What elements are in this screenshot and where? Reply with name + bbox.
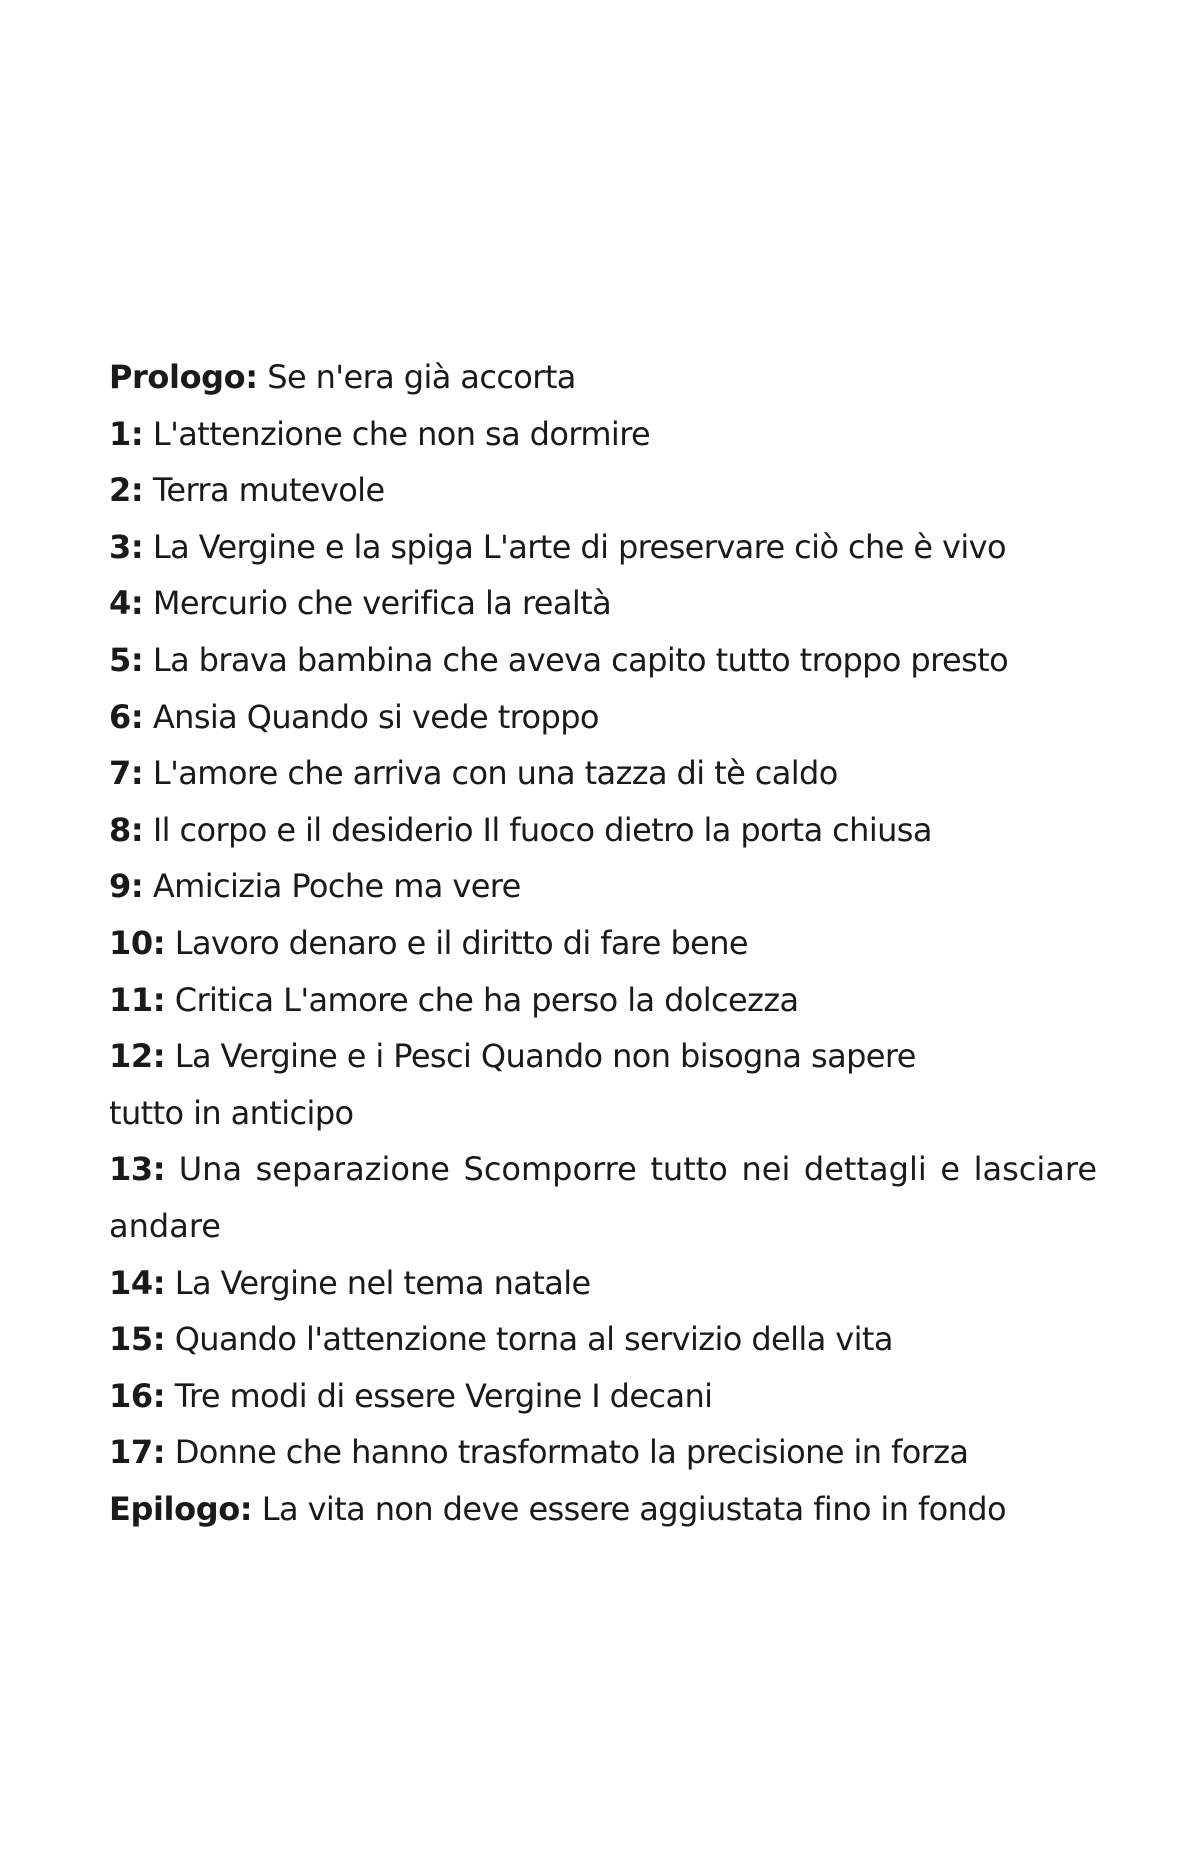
table-of-contents	[109, 349, 1097, 1537]
toc-entry-title: Ansia Quando si vede troppo	[152, 697, 599, 736]
toc-entry	[109, 1255, 1097, 1312]
toc-entry-label: 13:	[109, 1150, 166, 1189]
toc-entry-label: Epilogo:	[109, 1489, 253, 1528]
toc-entry	[109, 519, 1097, 576]
toc-entry	[109, 1311, 1097, 1368]
toc-entry	[109, 972, 1097, 1029]
toc-entry-prologue	[109, 349, 1097, 406]
toc-entry-title: Il corpo e il desiderio Il fuoco dietro la porta chiusa	[152, 810, 932, 849]
toc-entry-label: 15:	[109, 1320, 166, 1359]
toc-entry-title: La brava bambina che aveva capito tutto troppo presto	[152, 640, 1009, 679]
toc-entry-title: La vita non deve essere aggiustata fino in fondo	[261, 1489, 1006, 1528]
toc-entry	[109, 745, 1097, 802]
toc-entry-label: 10:	[109, 923, 166, 962]
toc-entry-title: Terra mutevole	[152, 471, 385, 510]
toc-entry	[109, 462, 1097, 519]
toc-entry-label: 5:	[109, 640, 144, 679]
toc-entry	[109, 1141, 1097, 1254]
toc-entry	[109, 632, 1097, 689]
toc-entry-title: La Vergine nel tema natale	[174, 1263, 591, 1302]
toc-entry	[109, 802, 1097, 859]
toc-entry	[109, 1368, 1097, 1425]
toc-entry-title: Lavoro denaro e il diritto di fare bene	[174, 923, 749, 962]
toc-entry	[109, 1028, 969, 1141]
toc-entry-title: L'attenzione che non sa dormire	[152, 414, 651, 453]
toc-entry-title: Una separazione Scomporre tutto nei dettagli e lasciare andare	[109, 1150, 1098, 1245]
toc-entry-epilogue	[109, 1481, 1097, 1538]
toc-entry-label: 11:	[109, 980, 166, 1019]
toc-entry-label: 1:	[109, 414, 144, 453]
toc-entry-label: 17:	[109, 1433, 166, 1472]
toc-entry	[109, 406, 1097, 463]
toc-entry-label: 7:	[109, 754, 144, 793]
toc-entry-label: 8:	[109, 810, 144, 849]
toc-entry-label: Prologo:	[109, 358, 258, 396]
toc-entry	[109, 1424, 1097, 1481]
toc-entry-label: 2:	[109, 471, 144, 510]
toc-entry-label: 6:	[109, 697, 144, 736]
toc-entry	[109, 858, 1097, 915]
toc-entry-label: 16:	[109, 1376, 166, 1415]
toc-entry-label: 9:	[109, 867, 144, 906]
toc-entry-title: Amicizia Poche ma vere	[152, 867, 521, 906]
toc-entry	[109, 689, 1097, 746]
toc-entry-label: 3:	[109, 527, 144, 566]
toc-entry-title: Quando l'attenzione torna al servizio della vita	[174, 1320, 893, 1359]
toc-entry	[109, 575, 1097, 632]
toc-entry-title: La Vergine e la spiga L'arte di preservare ciò che è vivo	[152, 527, 1006, 566]
toc-entry-label: 14:	[109, 1263, 166, 1302]
toc-entry-title: Mercurio che verifica la realtà	[152, 584, 612, 623]
toc-entry-title: Donne che hanno trasformato la precisione in forza	[174, 1433, 969, 1472]
toc-entry-label: 12:	[109, 1037, 166, 1076]
toc-entry-title: La Vergine e i Pesci Quando non bisogna sapere tutto in anticipo	[109, 1037, 916, 1132]
toc-entry-label: 4:	[109, 584, 144, 623]
toc-entry-title: Tre modi di essere Vergine I decani	[174, 1376, 713, 1415]
toc-entry-title: L'amore che arriva con una tazza di tè caldo	[152, 754, 838, 793]
toc-entry-title: Se n'era già accorta	[267, 358, 576, 396]
toc-entry-title: Critica L'amore che ha perso la dolcezza	[174, 980, 799, 1019]
toc-entry	[109, 915, 1097, 972]
